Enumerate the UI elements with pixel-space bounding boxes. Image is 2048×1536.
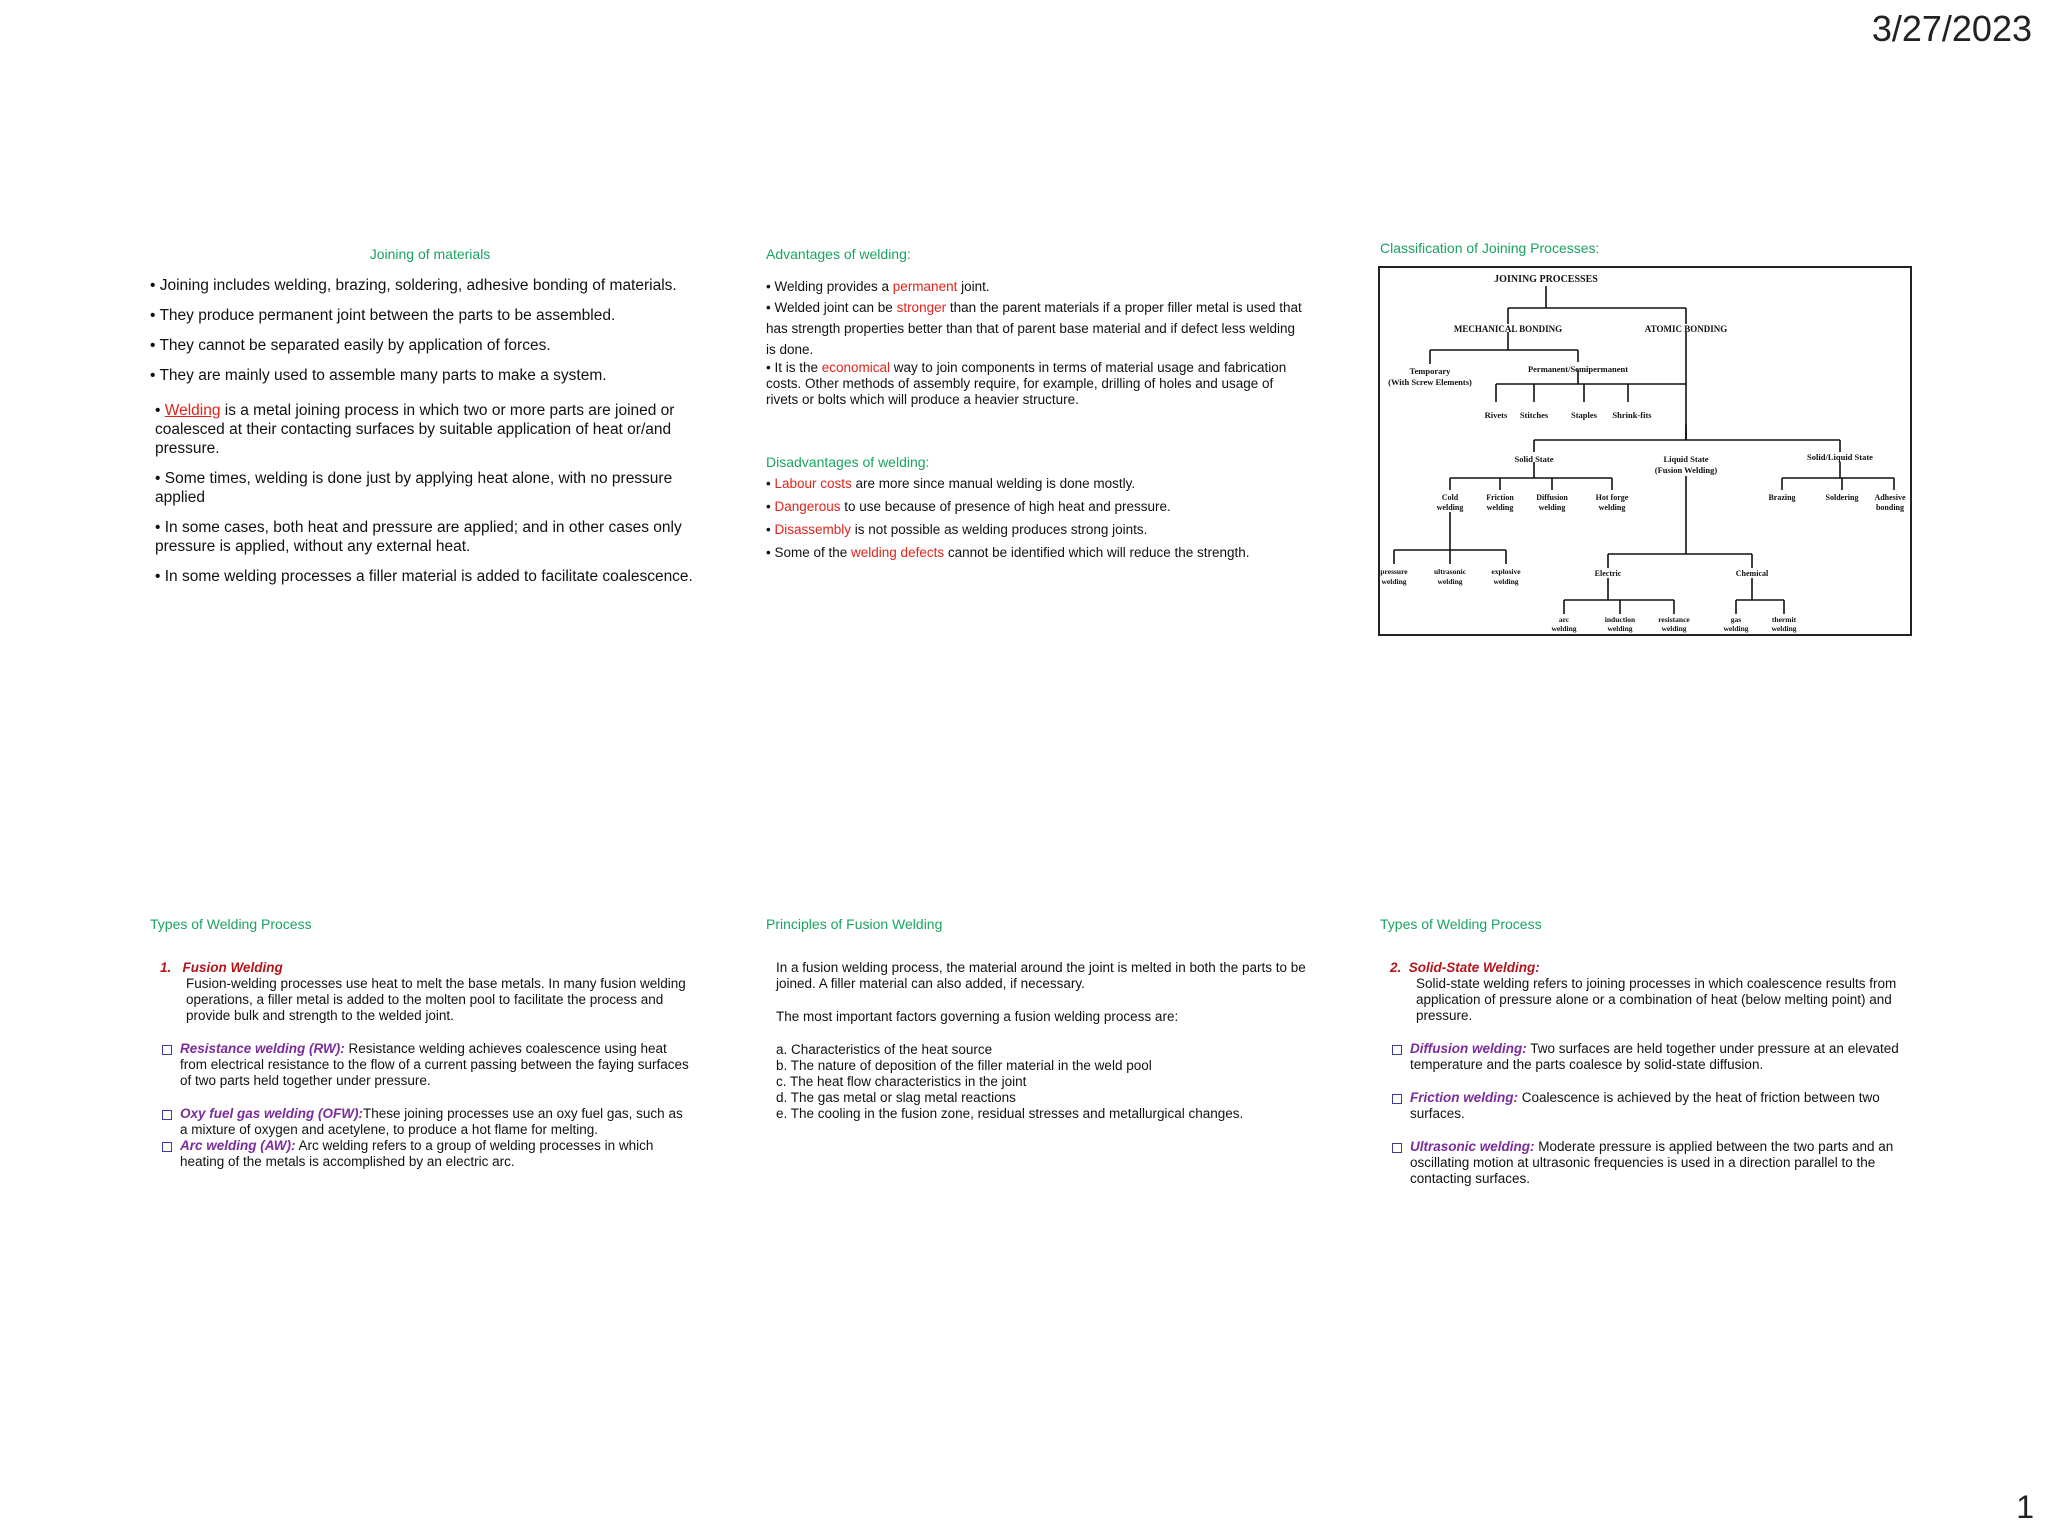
- resistance-welding-item: Resistance welding (RW): Resistance welding achieves coalescence using heat from electrical resistance to the flow of a current passing between the faying surfaces of two parts held together under pressure.: [150, 1041, 690, 1089]
- factor-item: d. The gas metal or slag metal reactions: [776, 1090, 1016, 1105]
- disadvantage-item: • Disassembly is not possible as welding produces strong joints.: [766, 522, 1148, 537]
- svg-text:thermit: thermit: [1771, 615, 1797, 624]
- factor-item: c. The heat flow characteristics in the joint: [776, 1074, 1027, 1089]
- svg-text:welding: welding: [1486, 503, 1514, 512]
- svg-text:JOINING PROCESSES: JOINING PROCESSES: [1494, 274, 1598, 285]
- slide-title: Principles of Fusion Welding: [766, 916, 943, 932]
- paragraph: • They are mainly used to assemble many parts to make a system.: [150, 367, 607, 384]
- svg-text:welding: welding: [1436, 503, 1464, 512]
- svg-text:welding: welding: [1437, 577, 1463, 586]
- paragraph: • They cannot be separated easily by application of forces.: [150, 337, 551, 354]
- svg-text:Soldering: Soldering: [1825, 493, 1859, 502]
- disadvantage-item: • Some of the welding defects cannot be identified which will reduce the strength.: [766, 545, 1250, 560]
- advantage-item: • Welded joint can be stronger than the parent materials if a proper filler metal is used that has strength properties better than that of parent base material and if defect less welding is done.: [766, 300, 1302, 357]
- svg-text:welding: welding: [1538, 503, 1566, 512]
- slide-title: Classification of Joining Processes:: [1380, 240, 1600, 256]
- checkbox-bullet-icon: [162, 1045, 172, 1055]
- paragraph: • They produce permanent joint between the parts to be assembled.: [150, 307, 616, 324]
- svg-text:pressure: pressure: [1380, 567, 1408, 576]
- svg-text:ultrasonic: ultrasonic: [1433, 567, 1467, 576]
- paragraph: • In some welding processes a filler material is added to facilitate coalescence.: [155, 568, 693, 585]
- factor-item: a. Characteristics of the heat source: [776, 1042, 993, 1057]
- arc-welding-item: Arc welding (AW): Arc welding refers to a group of welding processes in which heating of the metals is accomplished by an electric arc.: [150, 1138, 690, 1170]
- paragraph: • Joining includes welding, brazing, soldering, adhesive bonding of materials.: [150, 277, 677, 294]
- factor-item: e. The cooling in the fusion zone, residual stresses and metallurgical changes.: [776, 1106, 1244, 1121]
- svg-text:Stitches: Stitches: [1519, 410, 1549, 420]
- svg-text:welding: welding: [1493, 577, 1519, 586]
- disadvantage-item: • Labour costs are more since manual welding is done mostly.: [766, 476, 1136, 491]
- svg-text:Chemical: Chemical: [1735, 569, 1769, 578]
- svg-text:Temporary: Temporary: [1409, 366, 1451, 376]
- slide-joining-of-materials: [150, 246, 710, 597]
- svg-text:gas: gas: [1730, 615, 1742, 624]
- svg-text:Brazing: Brazing: [1768, 493, 1796, 502]
- svg-text:induction: induction: [1604, 615, 1636, 624]
- checkbox-bullet-icon: [162, 1142, 172, 1152]
- svg-text:Solid/Liquid State: Solid/Liquid State: [1807, 452, 1873, 462]
- joining-processes-diagram: [1378, 266, 1912, 636]
- diffusion-welding-item: Diffusion welding: Two surfaces are held together under pressure at an elevated temperature and the parts coalesce by solid-state diffusion.: [1380, 1041, 1920, 1073]
- svg-text:welding: welding: [1551, 624, 1577, 633]
- slide-title: Advantages of welding:: [766, 246, 911, 262]
- oxy-fuel-gas-welding-item: Oxy fuel gas welding (OFW):These joining processes use an oxy fuel gas, such as a mixture of oxygen and acetylene, to produce a hot flame for melting.: [150, 1106, 690, 1138]
- paragraph: • In some cases, both heat and pressure are applied; and in other cases only pressure is applied, without any external heat.: [155, 519, 682, 555]
- page-number: 1: [2016, 1489, 2034, 1525]
- solid-state-heading-block: 2. Solid-State Welding: Solid-state welding refers to joining processes in which coalescence results from application of pressure alone or a combination of heat (below melting point) and pressure.: [1380, 960, 1920, 1024]
- svg-text:Hot forge: Hot forge: [1595, 493, 1629, 502]
- classification-tree: [1380, 268, 1910, 634]
- svg-text:Liquid State: Liquid State: [1663, 454, 1709, 464]
- slide-title: Types of Welding Process: [150, 916, 312, 932]
- svg-text:explosive: explosive: [1491, 567, 1521, 576]
- svg-text:Solid State: Solid State: [1514, 454, 1554, 464]
- welding-link[interactable]: Welding: [164, 402, 221, 419]
- paragraph: • Some times, welding is done just by applying heat alone, with no pressure applied: [155, 470, 673, 506]
- paragraph-welding-definition: [150, 401, 710, 458]
- svg-text:resistance: resistance: [1658, 615, 1690, 624]
- fusion-welding-text: Fusion-welding processes use heat to melt the base metals. In many fusion welding operations, a filler metal is added to the molten pool to facilitate the process and provide bulk and strength to the welded joint.: [186, 976, 686, 1023]
- svg-text:Staples: Staples: [1571, 410, 1597, 420]
- svg-text:Diffusion: Diffusion: [1536, 493, 1568, 502]
- svg-text:arc: arc: [1558, 615, 1570, 624]
- svg-text:(With Screw Elements): (With Screw Elements): [1388, 377, 1472, 387]
- checkbox-bullet-icon: [162, 1110, 172, 1120]
- svg-text:ATOMIC BONDING: ATOMIC BONDING: [1644, 324, 1728, 334]
- text: is a metal joining process in which two or more parts are joined or coalesced at their contacting surfaces by suitable application of heat or/and pressure.: [155, 402, 675, 457]
- advantage-item: • It is the economical way to join components in terms of material usage and fabrication costs. Other methods of assembly require, for example, drilling of holes and usage of rivets or bolts which will produce a heavier structure.: [766, 360, 1287, 407]
- solid-state-text: Solid-state welding refers to joining processes in which coalescence results from application of pressure alone or a combination of heat (below melting point) and pressure.: [1416, 976, 1897, 1023]
- checkbox-bullet-icon: [1392, 1143, 1402, 1153]
- svg-text:welding: welding: [1723, 624, 1749, 633]
- slide-types-of-welding-fusion: [150, 916, 690, 1187]
- advantage-item: • Welding provides a permanent joint.: [766, 279, 990, 294]
- checkbox-bullet-icon: [1392, 1045, 1402, 1055]
- svg-text:Adhesive: Adhesive: [1874, 493, 1906, 502]
- slide-types-of-welding-solid-state: [1380, 916, 1920, 1204]
- svg-text:Cold: Cold: [1441, 493, 1459, 502]
- svg-text:Friction: Friction: [1486, 493, 1514, 502]
- svg-text:welding: welding: [1598, 503, 1626, 512]
- svg-text:welding: welding: [1661, 624, 1687, 633]
- factors-text: The most important factors governing a fusion welding process are:: [776, 1009, 1179, 1024]
- slide-title: Joining of materials: [369, 246, 491, 262]
- slide-title: Types of Welding Process: [1380, 916, 1542, 932]
- svg-text:Electric: Electric: [1594, 569, 1622, 578]
- checkbox-bullet-icon: [1392, 1094, 1402, 1104]
- intro-text: In a fusion welding process, the material around the joint is melted in both the parts to be joined. A filler material can also added, if necessary.: [776, 960, 1306, 991]
- friction-welding-item: Friction welding: Coalescence is achieved by the heat of friction between two surfaces.: [1380, 1090, 1920, 1122]
- svg-text:MECHANICAL BONDING: MECHANICAL BONDING: [1453, 324, 1563, 334]
- ultrasonic-welding-item: Ultrasonic welding: Moderate pressure is applied between the two parts and an oscillating motion at ultrasonic frequencies is used in a direction parallel to the contacting surfaces.: [1380, 1139, 1920, 1187]
- fusion-welding-heading-block: 1. Fusion Welding Fusion-welding processes use heat to melt the base metals. In many fusion welding operations, a filler metal is added to the molten pool to facilitate the process and provide bulk and strength to the welded joint.: [150, 960, 690, 1024]
- svg-text:Permanent/Semipermanent: Permanent/Semipermanent: [1527, 364, 1629, 374]
- slide-advantages-of-welding: [766, 246, 1306, 564]
- svg-text:Rivets: Rivets: [1484, 410, 1508, 420]
- factor-item: b. The nature of deposition of the filler material in the weld pool: [776, 1058, 1152, 1073]
- svg-text:(Fusion Welding): (Fusion Welding): [1654, 465, 1718, 475]
- disadvantage-item: • Dangerous to use because of presence of high heat and pressure.: [766, 499, 1171, 514]
- slide-principles-of-fusion-welding: [766, 916, 1306, 1122]
- bullet: •: [155, 402, 165, 419]
- disadvantages-title: Disadvantages of welding:: [766, 454, 930, 470]
- svg-text:welding: welding: [1607, 624, 1633, 633]
- svg-text:welding: welding: [1771, 624, 1797, 633]
- svg-text:bonding: bonding: [1875, 503, 1905, 512]
- svg-text:welding: welding: [1381, 577, 1407, 586]
- svg-text:Shrink-fits: Shrink-fits: [1612, 410, 1652, 420]
- slide-classification: [1380, 240, 1940, 256]
- date-label: 3/27/2023: [1871, 8, 2032, 49]
